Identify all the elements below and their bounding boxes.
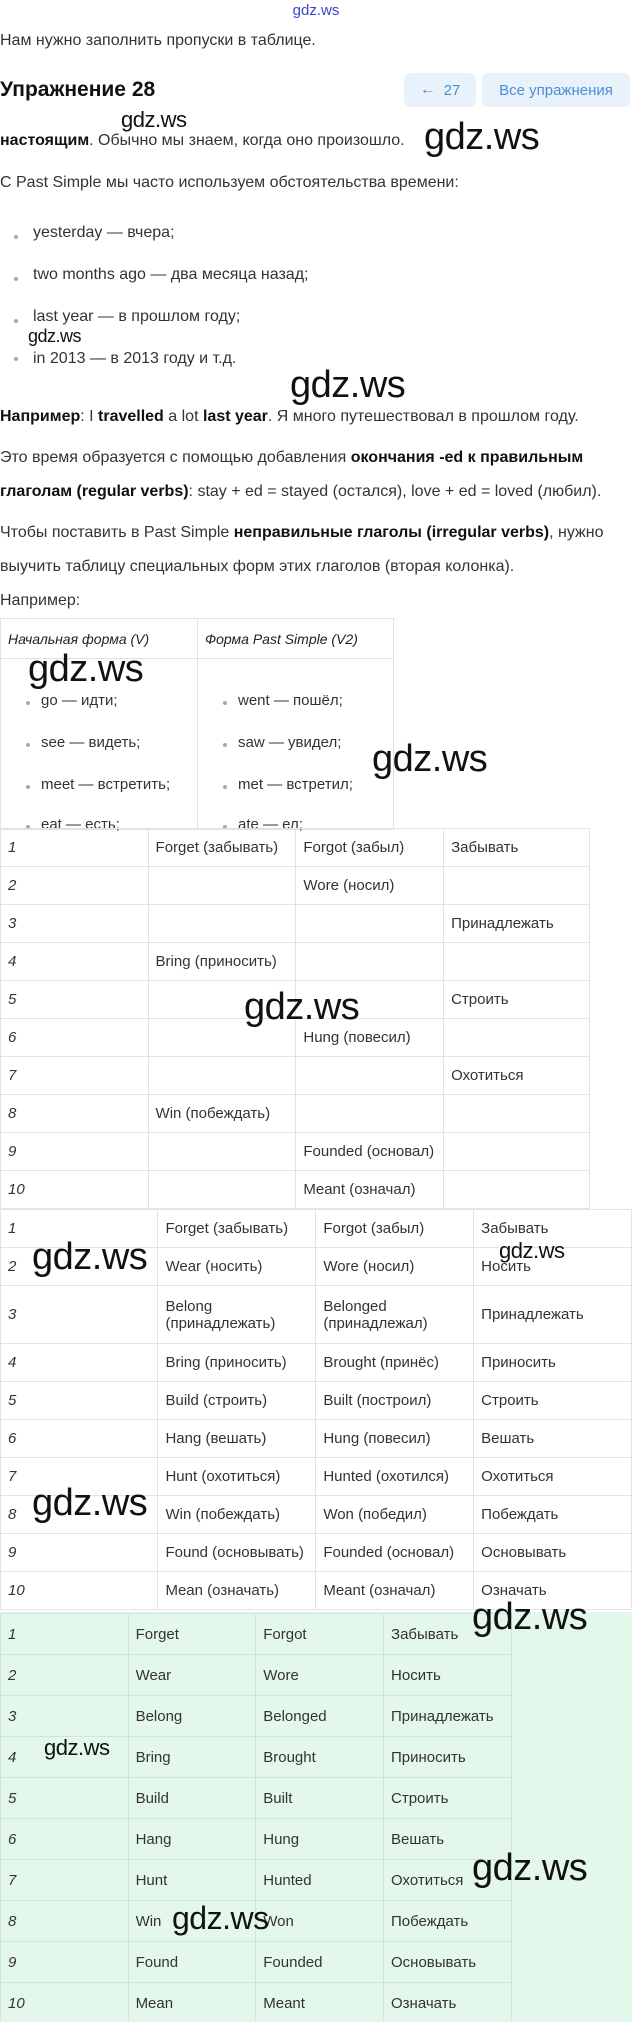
watermark: gdz.ws <box>32 1236 148 1278</box>
table-cell <box>296 1057 444 1095</box>
list-item: last year — в прошлом году; <box>33 308 241 325</box>
watermark: gdz.ws <box>244 986 360 1028</box>
table-cell: Forget (забывать) <box>148 829 296 867</box>
table-cell <box>296 1095 444 1133</box>
table-cell: Охотиться <box>474 1458 632 1496</box>
table-cell: Забывать <box>384 1614 512 1655</box>
table-cell: Mean <box>128 1983 256 2022</box>
table-row <box>1 1057 590 1095</box>
top-watermark: gdz.ws <box>292 2 340 19</box>
table-cell: Bring (приносить) <box>148 943 296 981</box>
arrow-left-icon: ← <box>419 81 436 98</box>
list-item: met — встретил; <box>238 776 353 793</box>
table-cell: Bring (приносить) <box>158 1344 316 1382</box>
row-number: 7 <box>1 1057 149 1095</box>
bold-word: окончания -ed к правильным <box>350 449 584 466</box>
table-row <box>1 1983 512 2022</box>
table-cell: Охотиться <box>444 1057 590 1095</box>
bullet-icon <box>14 357 18 361</box>
table-cell: Build <box>128 1778 256 1819</box>
watermark: gdz.ws <box>32 1482 148 1524</box>
table-row <box>1 1382 632 1420</box>
table-cell: Носить <box>474 1248 632 1286</box>
table-cell: Приносить <box>474 1344 632 1382</box>
table-row <box>1 1860 512 1901</box>
row-number: 10 <box>1 1171 149 1209</box>
row-number: 8 <box>1 1901 129 1942</box>
list-item: in 2013 — в 2013 году и т.д. <box>33 350 237 367</box>
table-cell <box>296 905 444 943</box>
table-cell: Hung (повесил) <box>296 1019 444 1057</box>
table-cell: Meant (означал) <box>316 1572 474 1610</box>
table-row <box>1 1095 590 1133</box>
table-row <box>1 1420 632 1458</box>
list-item: meet — встретить; <box>41 776 171 793</box>
table-row <box>1 943 590 981</box>
list-item: go — идти; <box>41 692 118 709</box>
example-line <box>0 406 579 428</box>
table-cell <box>148 905 296 943</box>
table-cell: Hunt (охотиться) <box>158 1458 316 1496</box>
table-row <box>1 1696 512 1737</box>
table-cell <box>296 943 444 981</box>
table-cell: Wore <box>256 1655 384 1696</box>
table-cell: Forget (забывать) <box>158 1210 316 1248</box>
text-fragment: . Я много путешествовал в прошлом году. <box>267 408 579 425</box>
row-number: 6 <box>1 1819 129 1860</box>
previous-exercise-number: 27 <box>443 81 461 99</box>
table-cell: Означать <box>474 1572 632 1610</box>
table-cell: Строить <box>474 1382 632 1420</box>
table-cell: Wore (носил) <box>316 1248 474 1286</box>
table-cell: Носить <box>384 1655 512 1696</box>
rule-line: выучить таблицу специальных форм этих глаголов (вторая колонка). <box>0 558 515 575</box>
row-number: 5 <box>1 1778 129 1819</box>
table-cell: Forget <box>128 1614 256 1655</box>
table-row <box>1 1286 632 1344</box>
table-cell: Забывать <box>474 1210 632 1248</box>
table-cell: Охотиться <box>384 1860 512 1901</box>
table-cell: Mean (означать) <box>158 1572 316 1610</box>
row-number: 2 <box>1 867 149 905</box>
table-cell <box>444 1095 590 1133</box>
row-number: 6 <box>1 1019 149 1057</box>
row-number: 3 <box>1 1286 158 1344</box>
bullet-icon <box>223 785 227 789</box>
text-fragment: : I <box>80 408 99 425</box>
table-cell: Строить <box>444 981 590 1019</box>
table-row <box>1 867 590 905</box>
table-header: Начальная форма (V) <box>1 619 198 659</box>
table-cell: Вешать <box>474 1420 632 1458</box>
row-number: 10 <box>1 1572 158 1610</box>
table-cell <box>148 1133 296 1171</box>
table-cell: Принадлежать <box>444 905 590 943</box>
table-cell: Build (строить) <box>158 1382 316 1420</box>
exercise-title: Упражнение 28 <box>0 78 156 101</box>
table-cell: Belong <box>128 1696 256 1737</box>
watermark: gdz.ws <box>44 1735 110 1760</box>
table-row <box>1 829 590 867</box>
table-cell: Означать <box>384 1983 512 2022</box>
row-number: 7 <box>1 1458 158 1496</box>
watermark: gdz.ws <box>28 648 144 690</box>
time-words-list <box>0 222 632 372</box>
bold-word: last year <box>202 408 268 425</box>
table-cell: Hang (вешать) <box>158 1420 316 1458</box>
row-number: 4 <box>1 1737 129 1778</box>
table-cell: Meant <box>256 1983 384 2022</box>
text-line <box>0 130 405 152</box>
table-cell: Founded (основал) <box>316 1534 474 1572</box>
text-fragment: a lot <box>163 408 203 425</box>
table-cell: Wore (носил) <box>296 867 444 905</box>
table-cell: Основывать <box>384 1942 512 1983</box>
text-fragment: : stay + ed = stayed (остался), love + ed = loved (любил). <box>188 483 602 500</box>
row-number: 9 <box>1 1133 149 1171</box>
table-row <box>1 1778 512 1819</box>
table-cell: Won (победил) <box>316 1496 474 1534</box>
table-cell: Founded (основал) <box>296 1133 444 1171</box>
table-cell <box>444 1133 590 1171</box>
table-cell: Won <box>256 1901 384 1942</box>
list-item: went — пошёл; <box>238 692 343 709</box>
bold-word: настоящим <box>0 132 90 149</box>
table-cell: Hunted <box>256 1860 384 1901</box>
table-row <box>1 1133 590 1171</box>
table-cell: Hung (повесил) <box>316 1420 474 1458</box>
row-number: 1 <box>1 829 149 867</box>
bullet-icon <box>14 277 18 281</box>
text-fragment: , нужно <box>549 524 604 541</box>
row-number: 9 <box>1 1534 158 1572</box>
table-cell: Win <box>128 1901 256 1942</box>
row-number: 7 <box>1 1860 129 1901</box>
watermark: gdz.ws <box>472 1596 588 1638</box>
list-item: eat — есть; <box>41 816 120 833</box>
answer-table <box>0 1613 512 2022</box>
row-number: 1 <box>1 1614 129 1655</box>
table-cell: Hunted (охотился) <box>316 1458 474 1496</box>
rule-line <box>0 481 601 503</box>
bold-word: неправильные глаголы (irregular verbs) <box>233 524 550 541</box>
table-cell: Основывать <box>474 1534 632 1572</box>
all-exercises-button[interactable]: Все упражнения <box>482 73 630 107</box>
table-cell <box>148 867 296 905</box>
text-line: С Past Simple мы часто используем обстоятельства времени: <box>0 174 459 191</box>
rule-line <box>0 522 603 544</box>
watermark: gdz.ws <box>28 326 82 346</box>
bullet-icon <box>223 701 227 705</box>
row-number: 5 <box>1 1382 158 1420</box>
table-cell: Побеждать <box>474 1496 632 1534</box>
row-number: 4 <box>1 943 149 981</box>
table-cell: Win (побеждать) <box>148 1095 296 1133</box>
table-cell: Built <box>256 1778 384 1819</box>
table-row <box>1 1344 632 1382</box>
bold-word: глаголам (regular verbs) <box>0 483 189 500</box>
table-cell: Приносить <box>384 1737 512 1778</box>
row-number: 3 <box>1 905 149 943</box>
table-cell: Meant (означал) <box>296 1171 444 1209</box>
text-fragment: Это время образуется с помощью добавления <box>0 449 351 466</box>
table-cell: Forgot (забыл) <box>296 829 444 867</box>
table-cell: Found <box>128 1942 256 1983</box>
watermark: gdz.ws <box>121 107 187 132</box>
row-number: 5 <box>1 981 149 1019</box>
example-label: Например <box>0 408 81 425</box>
table-cell: Hunt <box>128 1860 256 1901</box>
table-cell: Вешать <box>384 1819 512 1860</box>
table-cell: Brought <box>256 1737 384 1778</box>
watermark: gdz.ws <box>499 1238 565 1263</box>
row-number: 2 <box>1 1655 129 1696</box>
table-cell: Принадлежать <box>474 1286 632 1344</box>
table-row <box>1 1534 632 1572</box>
row-number: 2 <box>1 1248 158 1286</box>
watermark: gdz.ws <box>172 1900 269 1936</box>
bullet-icon <box>14 235 18 239</box>
list-item: saw — увидел; <box>238 734 342 751</box>
table-cell: Wear <box>128 1655 256 1696</box>
table-row <box>1 905 590 943</box>
table-cell: Belonged <box>256 1696 384 1737</box>
example-label-2: Например: <box>0 592 81 609</box>
previous-exercise-button[interactable] <box>404 73 476 107</box>
table-cell: Забывать <box>444 829 590 867</box>
table-cell: Built (построил) <box>316 1382 474 1420</box>
row-number: 3 <box>1 1696 129 1737</box>
row-number: 6 <box>1 1420 158 1458</box>
table-cell <box>444 867 590 905</box>
bullet-icon <box>26 785 30 789</box>
row-number: 4 <box>1 1344 158 1382</box>
bullet-icon <box>223 743 227 747</box>
table-cell <box>444 1019 590 1057</box>
table-cell <box>148 1171 296 1209</box>
list-item: ate — ел; <box>238 816 303 833</box>
watermark: gdz.ws <box>472 1847 588 1889</box>
row-number: 8 <box>1 1095 149 1133</box>
table-header: Форма Past Simple (V2) <box>198 619 394 659</box>
table-row <box>1 1655 512 1696</box>
row-number: 10 <box>1 1983 129 2022</box>
bullet-icon <box>26 743 30 747</box>
table-cell: Принадлежать <box>384 1696 512 1737</box>
list-item: two months ago — два месяца назад; <box>33 266 309 283</box>
table-cell <box>148 1057 296 1095</box>
table-cell: Belong (принадлежать) <box>158 1286 316 1344</box>
text-fragment: . Обычно мы знаем, когда оно произошло. <box>89 132 405 149</box>
table-cell: Hang <box>128 1819 256 1860</box>
table-row <box>1 1171 590 1209</box>
table-cell: Forgot <box>256 1614 384 1655</box>
table-cell <box>198 659 394 833</box>
table-cell: Bring <box>128 1737 256 1778</box>
table-cell: Belonged (принадлежал) <box>316 1286 474 1344</box>
list-item: yesterday — вчера; <box>33 224 175 241</box>
table-cell: Forgot (забыл) <box>316 1210 474 1248</box>
rule-line <box>0 447 583 469</box>
table-cell: Brought (принёс) <box>316 1344 474 1382</box>
table-cell: Found (основывать) <box>158 1534 316 1572</box>
watermark: gdz.ws <box>290 364 406 406</box>
table-row <box>1 1614 512 1655</box>
table-cell: Побеждать <box>384 1901 512 1942</box>
table-cell: Строить <box>384 1778 512 1819</box>
table-cell: Hung <box>256 1819 384 1860</box>
table-cell: Founded <box>256 1942 384 1983</box>
row-number: 1 <box>1 1210 158 1248</box>
table-cell <box>444 1171 590 1209</box>
table-cell <box>444 943 590 981</box>
table-row <box>1 1819 512 1860</box>
bullet-icon <box>26 701 30 705</box>
table-cell: Wear (носить) <box>158 1248 316 1286</box>
watermark: gdz.ws <box>424 116 540 158</box>
row-number: 9 <box>1 1942 129 1983</box>
watermark: gdz.ws <box>372 738 488 780</box>
bold-word: travelled <box>98 408 164 425</box>
intro-text: Нам нужно заполнить пропуски в таблице. <box>0 32 316 49</box>
table-row <box>1 1942 512 1983</box>
table-cell: Win (побеждать) <box>158 1496 316 1534</box>
row-number: 8 <box>1 1496 158 1534</box>
list-item: see — видеть; <box>41 734 141 751</box>
bullet-icon <box>14 319 18 323</box>
text-fragment: Чтобы поставить в Past Simple <box>0 524 234 541</box>
